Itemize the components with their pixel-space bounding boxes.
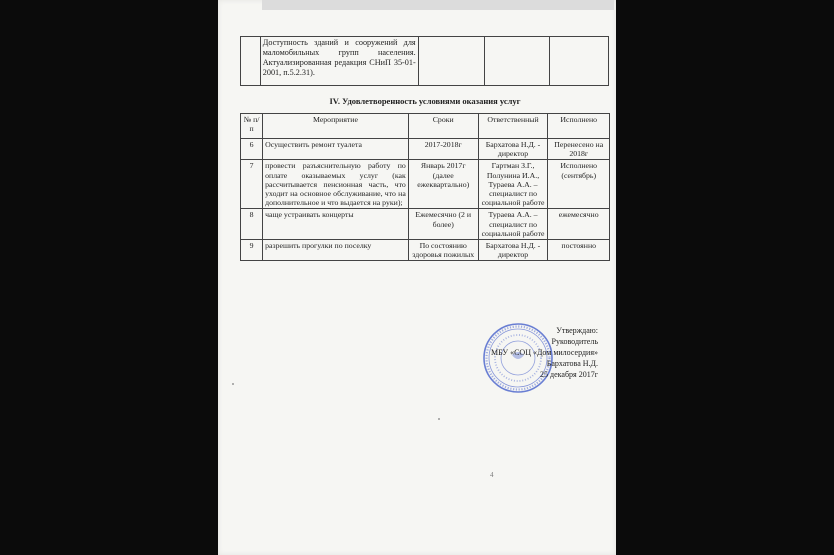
row-action: Осуществить ремонт туалета	[263, 139, 409, 160]
row-num: 6	[241, 139, 263, 160]
row-num: 7	[241, 160, 263, 209]
left-background	[0, 0, 218, 555]
measures-table	[240, 113, 610, 261]
row-action: разрешить прогулки по поселку	[263, 240, 409, 261]
table-row	[241, 139, 610, 160]
table-row	[241, 240, 610, 261]
row-action: чаще устраивать концерты	[263, 209, 409, 240]
row-num: 9	[241, 240, 263, 261]
row-term: 2017-2018г	[408, 139, 478, 160]
table-cell	[241, 37, 261, 86]
section-title: IV. Удовлетворенность условиями оказания услуг	[329, 96, 521, 106]
approval-line: Утверждаю:	[556, 326, 598, 335]
row-num: 8	[241, 209, 263, 240]
row-responsible: Бархатова Н.Д. - директор	[478, 139, 548, 160]
approval-line: Руководитель	[551, 337, 598, 346]
approval-block	[470, 325, 598, 380]
header-action: Мероприятие	[263, 114, 409, 139]
row-done: Исполнено (сентябрь)	[548, 160, 610, 209]
row-term: Январь 2017г (далее ежеквартально)	[408, 160, 478, 209]
table-cell	[418, 37, 484, 86]
table-row	[241, 37, 609, 86]
table-header-row	[241, 114, 610, 139]
row-responsible: Тураева А.А. – специалист по социальной работе	[478, 209, 548, 240]
approval-line: Бархатова Н.Д.	[546, 359, 598, 368]
row-responsible: Бархатова Н.Д. - директор	[478, 240, 548, 261]
scan-speck	[232, 383, 234, 385]
header-done: Исполнено	[548, 114, 610, 139]
table-row	[241, 209, 610, 240]
previous-page-edge	[262, 0, 614, 10]
row-action: провести разъяснительную работу по оплате оказываемых услуг (как рассчитывается пенсионная часть, что уходит на основное обслуживание, что на дополнительное и что выдается на руки);	[263, 160, 409, 209]
right-background	[616, 0, 834, 555]
row-done: постоянно	[548, 240, 610, 261]
approval-date: 25 декабря 2017г	[540, 370, 598, 379]
table-cell	[550, 37, 609, 86]
row-term: Ежемесячно (2 и более)	[408, 209, 478, 240]
row-responsible: Гартман З.Г., Полунина И.А., Тураева А.А. – специалист по социальной работе	[478, 160, 548, 209]
cell-text: Доступность зданий и сооружений для маломобильных групп населения. Актуализированная редакция СНиП 35-01-2001, п.5.2.31).	[262, 38, 416, 77]
scan-speck	[438, 418, 440, 420]
continued-table	[240, 36, 609, 86]
header-num: № п/п	[241, 114, 263, 139]
header-responsible: Ответственный	[478, 114, 548, 139]
approval-line: МБУ «СОЦ «Дом милосердия»	[490, 348, 598, 357]
table-cell	[260, 37, 418, 86]
row-done: ежемесячно	[548, 209, 610, 240]
row-done: Перенесено на 2018г	[548, 139, 610, 160]
table-cell	[484, 37, 550, 86]
header-term: Сроки	[408, 114, 478, 139]
page-number: 4	[490, 471, 494, 479]
row-term: По состоянию здоровья пожилых	[408, 240, 478, 261]
table-row	[241, 160, 610, 209]
